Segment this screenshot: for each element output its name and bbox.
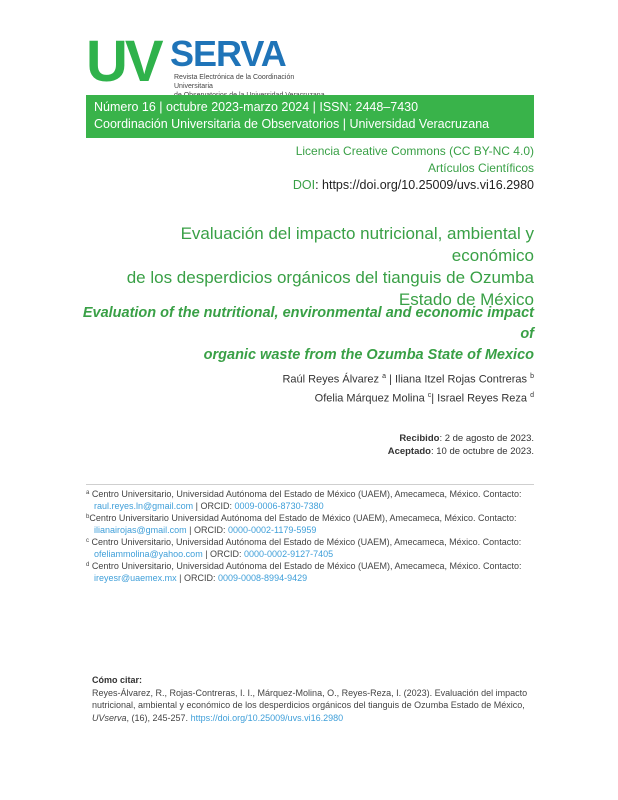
orcid-link[interactable]: 0009-0006-8730-7380 [234, 501, 324, 511]
author-name: Raúl Reyes Álvarez [282, 373, 380, 386]
title-line-1: Evaluación del impacto nutricional, ambiental y económico [180, 224, 534, 265]
authors-line-1 [134, 369, 534, 388]
affiliation-item [86, 512, 546, 536]
subtitle-line-1: Evaluation of the nutritional, environmental and economic impact of [82, 305, 534, 342]
affiliation-mark: c [86, 538, 89, 544]
logo-subtitle-line-1: Revista Electrónica de la Coordinación Universitaria [174, 74, 295, 90]
orcid-label: | ORCID: [202, 549, 245, 559]
author-name: | Iliana Itzel Rojas Contreras [386, 373, 531, 386]
author-name: Ofelia Márquez Molina [314, 392, 428, 405]
publisher-info: Coordinación Universitaria de Observatorios | Universidad Veracruzana [94, 117, 490, 131]
doi-line [293, 177, 534, 194]
author-affiliation-mark: a [382, 373, 386, 380]
issue-band [86, 95, 534, 138]
cite-line-2: nutricional, ambiental y económico de los desperdicios orgánicos del tianguis de Ozumba Estado de México, [92, 700, 525, 710]
affiliation-email-link[interactable]: raul.reyes.ln@gmail.com [94, 501, 194, 511]
author-list [134, 369, 534, 406]
orcid-link[interactable]: 0009-0008-8994-9429 [218, 573, 308, 583]
article-section: Artículos Científicos [427, 161, 534, 175]
author-affiliation-mark: b [530, 373, 534, 380]
doi-link[interactable]: : https://doi.org/10.25009/uvs.vi16.2980 [315, 178, 534, 192]
orcid-label: | ORCID: [186, 525, 229, 535]
orcid-link[interactable]: 0000-0002-9127-7405 [244, 549, 334, 559]
license-link[interactable]: Licencia Creative Commons (CC BY-NC 4.0) [295, 144, 534, 158]
issue-info: Número 16 | octubre 2023-marzo 2024 | ISSN: 2448–7430 [94, 100, 419, 114]
affiliation-mark: a [86, 490, 90, 496]
doi-label: DOI [292, 178, 316, 192]
affiliation-mark: d [86, 562, 90, 568]
subtitle-line-2: organic waste from the Ozumba State of Mexico [203, 347, 534, 363]
cite-line-3 [92, 712, 532, 725]
received-label: Recibido [399, 433, 440, 444]
affiliations-divider [86, 484, 534, 485]
received-value: : 2 de agosto de 2023. [439, 433, 534, 444]
author-affiliation-mark: d [530, 391, 534, 399]
authors-line-2 [134, 388, 534, 407]
author-affiliation-mark: c [427, 391, 432, 399]
affiliation-text: Centro Universitario Universidad Autónoma del Estado de México (UAEM), Amecameca, México. Contacto: [89, 513, 517, 523]
article-title [94, 223, 534, 311]
received-date [399, 432, 534, 445]
affiliation-email-link[interactable]: ireyesr@uaemex.mx [94, 573, 177, 583]
cite-line-1: Reyes-Álvarez, R., Rojas-Contreras, I. I., Márquez-Molina, O., Reyes-Reza, I. (2023). Evaluación del impacto [92, 687, 528, 698]
affiliation-mark: b [86, 514, 90, 520]
affiliation-text: Centro Universitario, Universidad Autónoma del Estado de México (UAEM), Amecameca, México. Contacto: [91, 489, 522, 499]
affiliation-item [86, 536, 546, 560]
how-to-cite [92, 674, 532, 724]
logo-serva-text: SERVA [170, 33, 286, 74]
accepted-date [388, 445, 534, 458]
affiliation-email-link[interactable]: ofeliammolina@yahoo.com [94, 549, 203, 559]
affiliation-text: Centro Universitario, Universidad Autónoma del Estado de México (UAEM), Amecameca, México. Contacto: [91, 561, 522, 571]
affiliation-item [86, 488, 546, 512]
orcid-label: | ORCID: [176, 573, 219, 583]
accepted-value: : 10 de octubre de 2023. [431, 446, 534, 457]
cite-heading: Cómo citar: [92, 675, 143, 685]
cite-doi-link[interactable]: https://doi.org/10.25009/uvs.vi16.2980 [190, 712, 344, 723]
orcid-label: | ORCID: [193, 501, 235, 511]
orcid-link[interactable]: 0000-0002-1179-5959 [228, 525, 317, 535]
affiliation-email-link[interactable]: ilianairojas@gmail.com [94, 525, 187, 535]
accepted-label: Aceptado [387, 446, 431, 457]
journal-logo [86, 29, 326, 94]
cite-pages: , (16), 245-257. [126, 712, 191, 723]
title-line-3: Estado de México [398, 290, 534, 309]
title-line-2: de los desperdicios orgánicos del tianguis de Ozumba [126, 268, 534, 287]
article-title-english [74, 303, 534, 366]
author-name: | Israel Reyes Reza [431, 392, 531, 405]
logo-uv-text: UV [86, 29, 161, 94]
cite-journal: UVserva [92, 712, 127, 723]
affiliation-text: Centro Universitario, Universidad Autónoma del Estado de México (UAEM), Amecameca, México. Contacto: [91, 537, 522, 547]
affiliation-item [86, 560, 546, 584]
affiliation-list [86, 488, 546, 584]
